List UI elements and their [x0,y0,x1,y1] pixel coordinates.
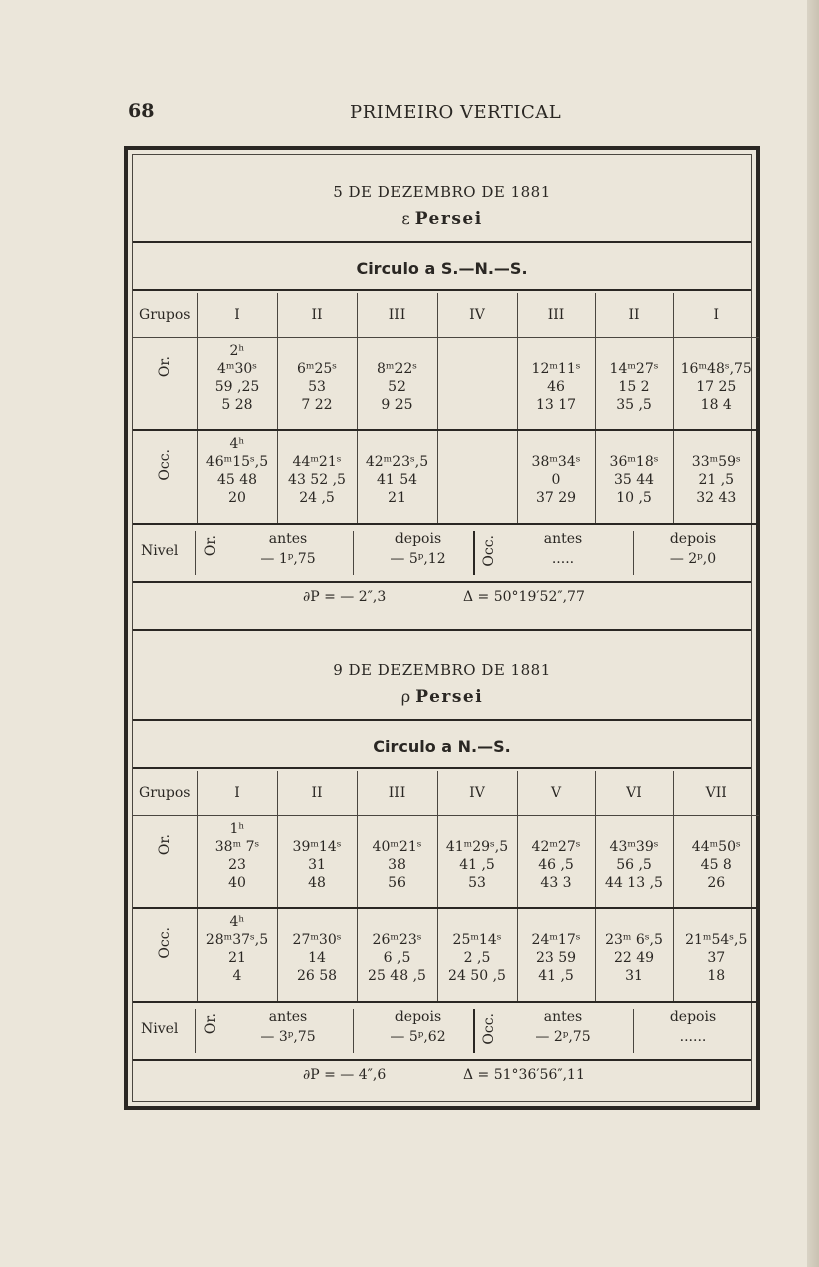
or-depois-label: depois [394,1009,442,1025]
occ-depois-label: depois [669,531,717,547]
rule [133,581,751,583]
cell-values: 16ᵐ48ˢ,75 17 25 18 4 [680,361,752,413]
circle-position: Circulo a S.—N.—S. [356,259,528,278]
circle-position: Circulo a N.—S. [373,737,511,756]
group-header: IV [437,771,517,816]
cell-values: 42ᵐ23ˢ,5 41 54 21 [365,453,429,506]
table-cell [277,430,357,524]
cell-values: 6ᵐ25ˢ 53 7 22 [296,361,338,413]
delta-formula: Δ = 50°19′52″,77 [463,589,585,605]
occ-row [133,430,759,524]
cell-values: 24ᵐ17ˢ 23 59 41 ,5 [531,931,581,984]
table-cell [437,430,517,524]
table-cell [197,338,277,430]
table-cell [517,338,595,430]
groups-header: Grupos [133,293,197,338]
divider [195,1009,196,1053]
cell-values: 41ᵐ29ˢ,5 41 ,5 53 [445,839,509,891]
table-cell [595,908,673,1002]
table-cell [673,908,759,1002]
cell-values: 14ᵐ27ˢ 15 2 35 ,5 [609,361,659,413]
or-label: Or. [203,1013,219,1035]
cell-values: 39ᵐ14ˢ 31 48 [292,839,342,891]
table-cell [277,816,357,908]
table-cell [595,816,673,908]
table-cell [437,338,517,430]
table-frame [124,146,760,1110]
star-name: Persei [415,687,484,707]
cell-values: 4ʰ 28ᵐ37ˢ,5 21 4 [205,913,269,984]
or-label: Or. [156,356,173,378]
or-antes-label: antes [268,1009,308,1025]
table-cell [595,430,673,524]
group-header: I [673,293,759,338]
group-header: V [517,771,595,816]
occ-side-cell [133,908,197,1002]
occ-label: Occ. [481,1013,497,1045]
table-cell [357,338,437,430]
cell-values: 36ᵐ18ˢ 35 44 10 ,5 [609,453,659,506]
rule [133,1059,751,1061]
or-depois-value: — 5ᵖ,62 [390,1029,446,1045]
divider [633,1009,634,1053]
divider [353,531,354,575]
group-header: I [197,771,277,816]
nivel-label: Nivel [141,1021,179,1037]
occ-label: Occ. [156,926,173,959]
cell-values: 23ᵐ 6ˢ,5 22 49 31 [605,931,663,984]
divider [473,1009,475,1053]
or-antes-value: — 1ᵖ,75 [260,551,316,567]
groups-header: Grupos [133,771,197,816]
group-header: VII [673,771,759,816]
star-letter: ε [401,209,410,228]
cell-values: 42ᵐ27ˢ 46 ,5 43 3 [531,839,581,891]
occ-label: Occ. [481,535,497,567]
occ-depois-label: depois [669,1009,717,1025]
group-header: I [197,293,277,338]
or-side-cell [133,816,197,908]
level-readings [133,527,759,579]
table-cell [197,430,277,524]
table-cell [437,908,517,1002]
or-depois-label: depois [394,531,442,547]
cell-values: 33ᵐ59ˢ 21 ,5 32 43 [691,453,741,506]
table-cell [357,816,437,908]
cell-values: 12ᵐ11ˢ 46 13 17 [531,361,581,413]
star-name: Persei [414,209,483,229]
cell-values: 44ᵐ50ˢ 45 8 26 [691,839,741,891]
group-header: IV [437,293,517,338]
occ-label: Occ. [156,448,173,481]
observation-table [133,293,759,525]
table-cell [357,430,437,524]
or-label: Or. [203,535,219,557]
rule [133,767,751,769]
occ-row [133,908,759,1002]
cell-values: 44ᵐ21ˢ 43 52 ,5 24 ,5 [288,453,346,506]
or-depois-value: — 5ᵖ,12 [390,551,446,567]
observation-section-2 [133,633,751,1103]
table-cell [517,908,595,1002]
divider [353,1009,354,1053]
cell-values: 1ʰ 38ᵐ 7ˢ 23 40 [214,821,260,891]
group-header: II [277,771,357,816]
group-header: VI [595,771,673,816]
table-cell [517,430,595,524]
cell-values: 43ᵐ39ˢ 56 ,5 44 13 ,5 [605,839,663,891]
header-row [133,293,759,338]
delta-p-formula: ∂P = — 2″,3 [303,589,387,605]
divider [633,531,634,575]
or-label: Or. [156,834,173,856]
table-cell [517,816,595,908]
cell-values [438,338,517,342]
occ-depois-value: — 2ᵖ,0 [669,551,717,567]
divider [473,531,475,575]
cell-values [438,431,517,435]
or-antes-value: — 3ᵖ,75 [260,1029,316,1045]
table-cell [673,338,759,430]
group-header: III [357,293,437,338]
table-cell [595,338,673,430]
page-edge [807,0,819,1267]
delta-formula: Δ = 51°36′56″,11 [463,1067,585,1083]
cell-values: 21ᵐ54ˢ,5 37 18 [685,931,748,984]
cell-values: 40ᵐ21ˢ 38 56 [372,839,422,891]
divider [195,531,196,575]
table-frame-inner [132,154,752,1102]
or-row [133,816,759,908]
cell-values: 26ᵐ23ˢ 6 ,5 25 48 ,5 [368,931,426,984]
observation-table [133,771,759,1003]
observation-date: 9 DE DEZEMBRO DE 1881 [333,661,551,679]
table-cell [277,338,357,430]
cell-values: 27ᵐ30ˢ 14 26 58 [292,931,342,984]
table-cell [673,430,759,524]
table-cell [357,908,437,1002]
table-cell [277,908,357,1002]
table-cell [197,816,277,908]
section-divider [133,629,751,631]
occ-antes-label: antes [543,531,583,547]
star-letter: ρ [400,687,411,706]
observation-section-1 [133,155,751,627]
occ-depois-value: ...... [679,1029,707,1045]
occ-side-cell [133,430,197,524]
cell-values: 4ʰ 46ᵐ15ˢ,5 45 48 20 [205,435,269,506]
table-cell [197,908,277,1002]
occ-antes-value: ..... [551,551,575,567]
rule [133,719,751,721]
rule [133,241,751,243]
cell-values: 25ᵐ14ˢ 2 ,5 24 50 ,5 [448,931,506,984]
cell-values: 38ᵐ34ˢ 0 37 29 [531,453,581,506]
level-readings [133,1005,759,1057]
or-row [133,338,759,430]
occ-antes-value: — 2ᵖ,75 [535,1029,591,1045]
delta-p-formula: ∂P = — 4″,6 [303,1067,387,1083]
or-antes-label: antes [268,531,308,547]
occ-antes-label: antes [543,1009,583,1025]
cell-values: 8ᵐ22ˢ 52 9 25 [376,361,418,413]
star-designation [133,687,751,707]
table-cell [673,816,759,908]
or-side-cell [133,338,197,430]
group-header: II [277,293,357,338]
group-header: II [595,293,673,338]
nivel-label: Nivel [141,543,179,559]
group-header: III [517,293,595,338]
running-title: PRIMEIRO VERTICAL [350,102,562,123]
cell-values: 2ʰ 4ᵐ30ˢ 59 ,25 5 28 [214,343,260,413]
star-designation [133,209,751,229]
rule [133,289,751,291]
page-number: 68 [128,100,155,122]
header-row [133,771,759,816]
observation-date: 5 DE DEZEMBRO DE 1881 [333,183,551,201]
group-header: III [357,771,437,816]
table-cell [437,816,517,908]
